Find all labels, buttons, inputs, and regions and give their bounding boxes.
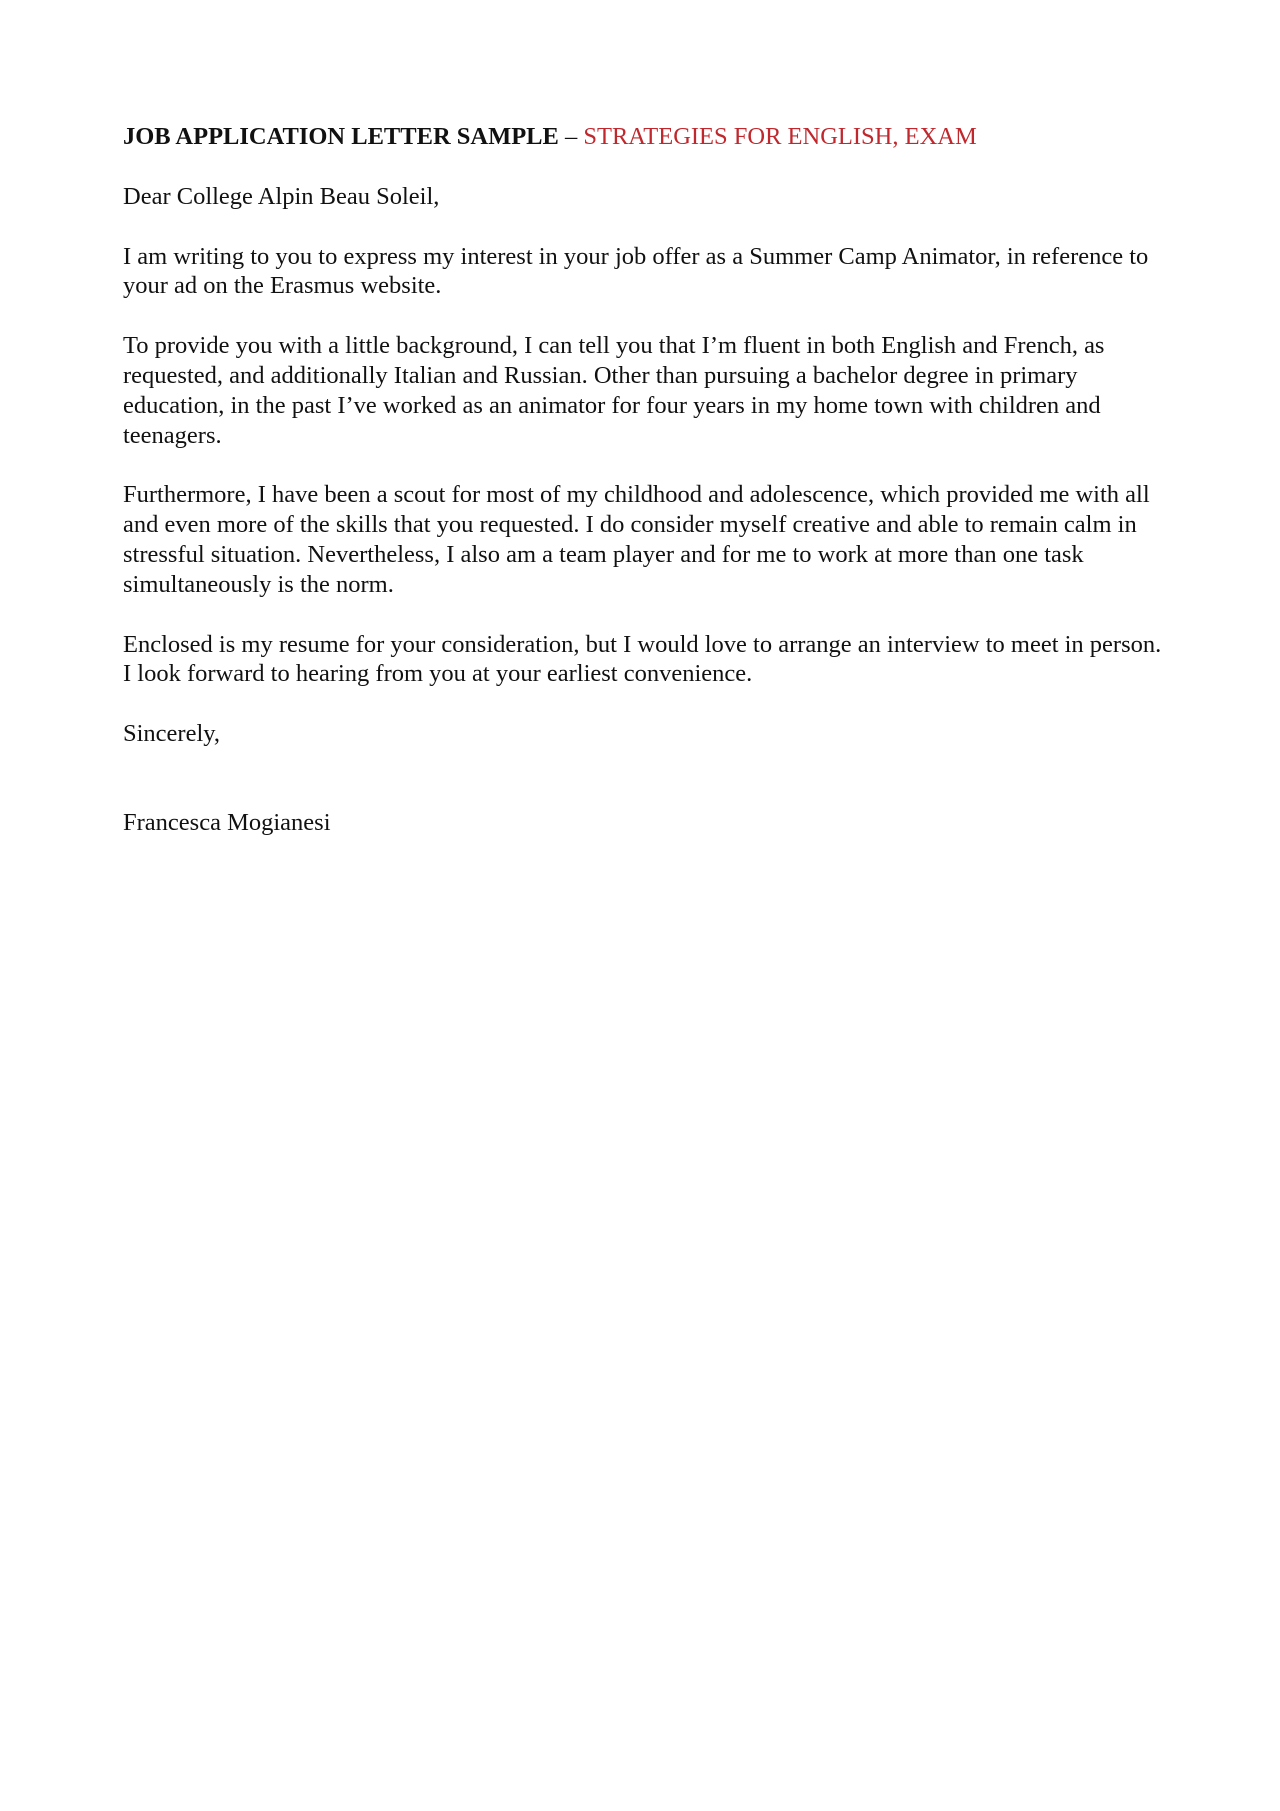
title-bold: JOB APPLICATION LETTER SAMPLE <box>123 123 559 150</box>
paragraph-skills: Furthermore, I have been a scout for most of my childhood and adolescence, which provided me with all and even more of the skills that you requested. I do consider myself creative and able to remain calm in stressful situation. Nevertheless, I also am a team player and for me to work at more than one task simultaneously is the norm. <box>123 481 1150 598</box>
title-highlight: STRATEGIES FOR ENGLISH, EXAM <box>583 123 977 150</box>
document-title <box>123 122 1168 152</box>
paragraph-enclosure: Enclosed is my resume for your consideration, but I would love to arrange an interview to meet in person. I look forward to hearing from you at your earliest convenience. <box>123 630 1162 688</box>
salutation: Dear College Alpin Beau Soleil, <box>123 182 440 210</box>
paragraph-intro: I am writing to you to express my interest in your job offer as a Summer Camp Animator, in reference to your ad on the Erasmus website. <box>123 242 1149 300</box>
closing: Sincerely, <box>123 720 221 748</box>
signature-name: Francesca Mogianesi <box>123 808 331 836</box>
paragraph-background: To provide you with a little background, I can tell you that I’m fluent in both English and French, as requested, and additionally Italian and Russian. Other than pursuing a bachelor degree in primary education, in the past I’ve worked as an animator for four years in my home town with children and teenagers. <box>123 332 1105 449</box>
title-separator: – <box>558 123 584 150</box>
letter-body <box>123 122 1168 838</box>
